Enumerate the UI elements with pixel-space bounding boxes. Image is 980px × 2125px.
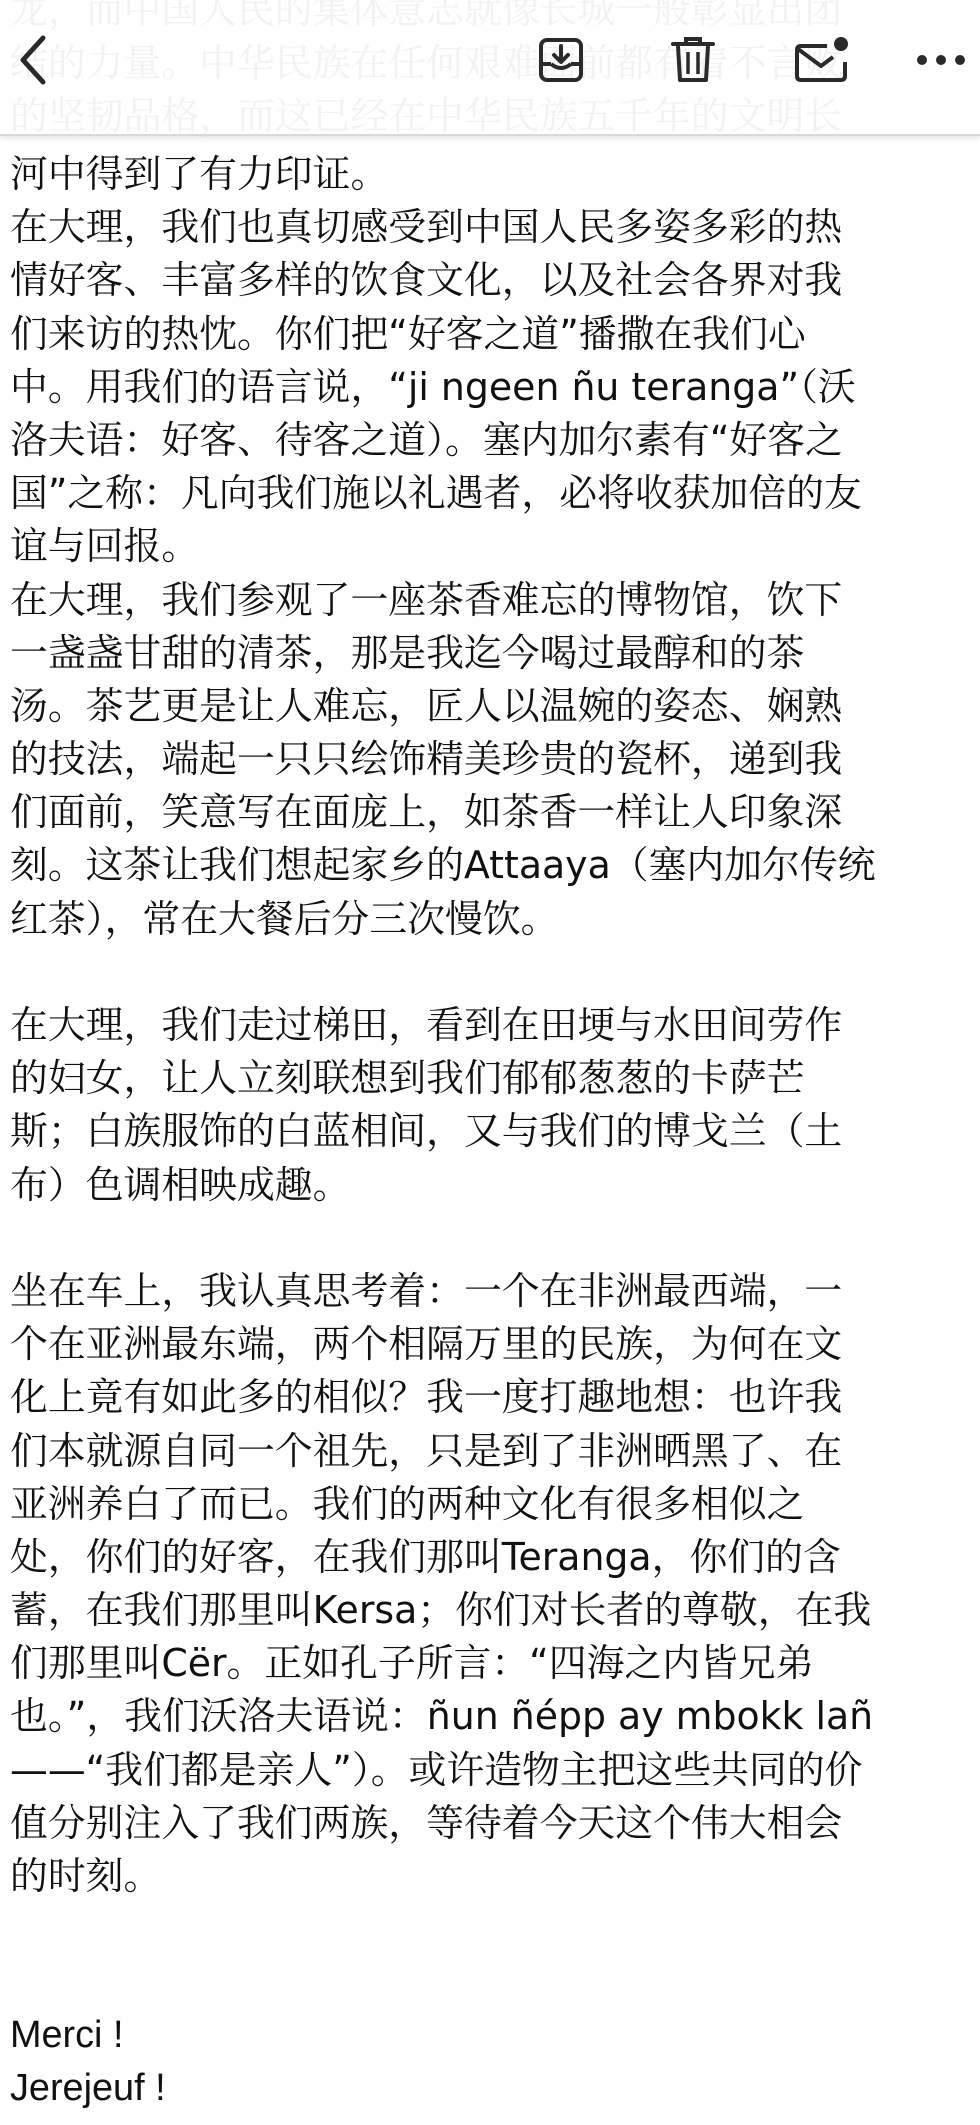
body-text-line: 一盏盏甘甜的清茶，那是我迄今喝过最醇和的茶 bbox=[10, 630, 805, 675]
body-text-line: 的技法，端起一只只绘饰精美珍贵的瓷杯，递到我 bbox=[10, 737, 843, 782]
body-text-line: 处，你们的好客，在我们那叫Teranga，你们的含 bbox=[10, 1534, 841, 1579]
body-text-line: 的妇女，让人立刻联想到我们郁郁葱葱的卡萨芒 bbox=[10, 1056, 805, 1101]
body-text-line: 河中得到了有力印证。 bbox=[10, 152, 389, 196]
body-text-line: 们面前，笑意写在面庞上，如茶香一样让人印象深 bbox=[10, 790, 843, 835]
body-text-line: 化上竟有如此多的相似？我一度打趣地想：也许我 bbox=[10, 1375, 843, 1420]
closing-line: Merci ! bbox=[10, 2014, 124, 2057]
chevron-left-icon bbox=[15, 32, 49, 88]
body-text-line: 汤。茶艺更是让人难忘，匠人以温婉的姿态、娴熟 bbox=[10, 683, 843, 728]
body-text-line: 亚洲养白了而已。我们的两种文化有很多相似之 bbox=[10, 1481, 805, 1526]
mail-unread-icon bbox=[793, 34, 853, 86]
body-text-line: 在大理，我们也真切感受到中国人民多姿多彩的热 bbox=[10, 205, 843, 250]
trash-icon bbox=[669, 34, 717, 86]
body-text-line: 值分别注入了我们两族，等待着今天这个伟大相会 bbox=[10, 1800, 843, 1845]
body-text-line: 也。”，我们沃洛夫语说：ñun ñépp ay mbokk lañ bbox=[10, 1694, 874, 1739]
closing-line: Jerejeuf ! bbox=[10, 2067, 166, 2110]
delete-button[interactable] bbox=[662, 28, 724, 92]
body-text-line: 在大理，我们参观了一座茶香难忘的博物馆，饮下 bbox=[10, 577, 843, 622]
archive-button[interactable] bbox=[530, 28, 592, 92]
top-toolbar bbox=[0, 0, 980, 136]
body-text-line: 们那里叫Cër。正如孔子所言：“四海之内皆兄弟 bbox=[10, 1641, 814, 1686]
body-text-line: 个在亚洲最东端，两个相隔万里的民族，为何在文 bbox=[10, 1322, 843, 1367]
back-button[interactable] bbox=[4, 28, 60, 92]
body-text-line: 在大理，我们走过梯田，看到在田埂与水田间劳作 bbox=[10, 1003, 843, 1047]
body-text-line: 谊与回报。 bbox=[10, 524, 200, 569]
body-text-line: 坐在车上，我认真思考着：一个在非洲最西端，一 bbox=[10, 1268, 843, 1313]
body-text-line: 红茶），常在大餐后分三次慢饮。 bbox=[10, 896, 559, 941]
body-text-line: 的时刻。 bbox=[10, 1854, 162, 1898]
body-text-line: 们来访的热忱。你们把“好客之道”播撒在我们心 bbox=[10, 311, 806, 356]
body-text-line: 们本就源自同一个祖先，只是到了非洲晒黑了、在 bbox=[10, 1428, 843, 1473]
body-text-line: 中。用我们的语言说，“ji ngeen ñu teranga”（沃 bbox=[10, 364, 856, 409]
body-text-line: 情好客、丰富多样的饮食文化，以及社会各界对我 bbox=[10, 258, 843, 303]
archive-tray-icon bbox=[535, 34, 587, 86]
body-text-line: 布）色调相映成趣。 bbox=[10, 1162, 351, 1207]
body-text-line: 刻。这茶让我们想起家乡的Attaaya（塞内加尔传统 bbox=[10, 843, 876, 888]
paragraph-spacer bbox=[10, 1212, 976, 1265]
body-text-line: 蓄，在我们那里叫Kersa；你们对长者的尊敬，在我 bbox=[10, 1588, 872, 1633]
email-body bbox=[10, 148, 976, 2115]
body-text-line: 斯；白族服饰的白蓝相间，又与我们的博戈兰（土 bbox=[10, 1109, 843, 1154]
mark-unread-button[interactable] bbox=[790, 28, 856, 92]
body-text-line: ——“我们都是亲人”）。或许造物主把这些共同的价 bbox=[10, 1747, 863, 1792]
paragraph-spacer bbox=[10, 946, 976, 999]
closing-spacer bbox=[10, 1903, 976, 2009]
more-options-button[interactable] bbox=[908, 28, 974, 92]
body-text-line: 洛夫语：好客、待客之道）。塞内加尔素有“好客之 bbox=[10, 417, 843, 462]
body-text-line: 国”之称：凡向我们施以礼遇者，必将收获加倍的友 bbox=[10, 471, 862, 516]
ellipsis-icon bbox=[914, 50, 968, 70]
